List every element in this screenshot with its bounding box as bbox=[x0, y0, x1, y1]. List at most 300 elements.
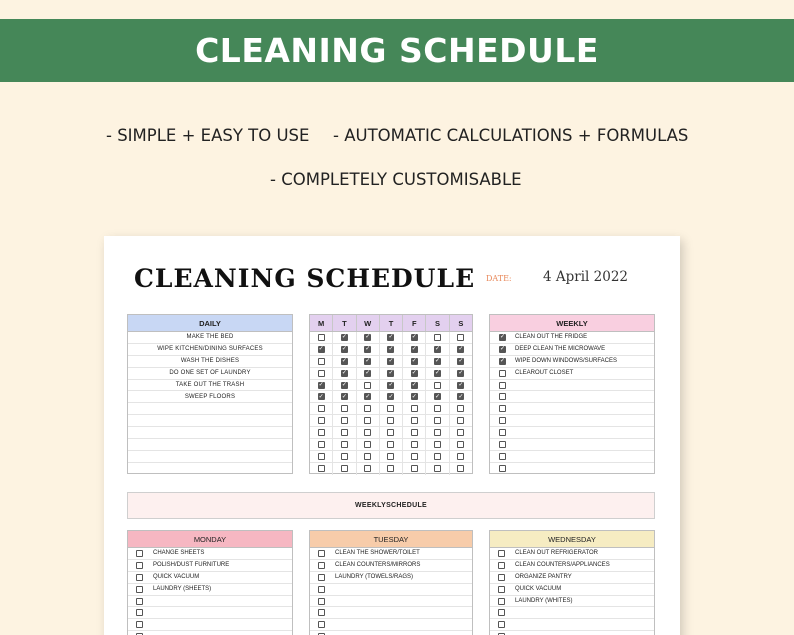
wed-task[interactable] bbox=[490, 631, 654, 635]
weekday-header: S bbox=[458, 318, 464, 328]
check-icon: ✓ bbox=[365, 358, 371, 365]
grid-cell bbox=[380, 439, 403, 450]
weekday-header: S bbox=[426, 315, 449, 331]
checkbox[interactable] bbox=[411, 453, 418, 460]
checkbox[interactable] bbox=[411, 393, 418, 400]
grid-cell bbox=[426, 380, 449, 391]
date-label: DATE: bbox=[486, 274, 512, 283]
daily-item[interactable] bbox=[128, 391, 292, 403]
weekly-item[interactable] bbox=[490, 427, 654, 439]
grid-cell bbox=[310, 391, 333, 402]
tue-task[interactable] bbox=[310, 560, 472, 572]
checkbox[interactable] bbox=[499, 429, 506, 436]
grid-row bbox=[310, 380, 472, 392]
grid-row bbox=[310, 451, 472, 463]
checkbox[interactable] bbox=[136, 562, 143, 569]
grid-cell bbox=[403, 403, 426, 414]
check-icon: ✓ bbox=[341, 346, 347, 353]
weekday-header: M bbox=[310, 315, 333, 331]
grid-row bbox=[310, 356, 472, 368]
tue-task[interactable] bbox=[310, 584, 472, 596]
checkbox[interactable] bbox=[499, 382, 506, 389]
weekly-item[interactable] bbox=[490, 439, 654, 451]
check-icon: ✓ bbox=[318, 382, 324, 388]
checkbox[interactable] bbox=[318, 370, 325, 377]
grid-row bbox=[310, 415, 472, 427]
grid-cell bbox=[450, 344, 472, 355]
tue-task[interactable] bbox=[310, 619, 472, 631]
checkbox[interactable] bbox=[364, 405, 371, 412]
task-label: CLEAN COUNTERS/MIRRORS bbox=[335, 562, 421, 569]
checkbox[interactable] bbox=[498, 598, 505, 605]
check-icon: ✓ bbox=[435, 358, 441, 365]
grid-cell bbox=[333, 368, 356, 379]
checkbox[interactable] bbox=[499, 465, 506, 472]
daily-item[interactable] bbox=[128, 344, 292, 356]
checkbox[interactable] bbox=[457, 417, 464, 424]
checkbox[interactable] bbox=[136, 550, 143, 557]
checkbox[interactable] bbox=[387, 453, 394, 460]
checkbox[interactable] bbox=[318, 621, 325, 628]
checkbox[interactable] bbox=[364, 441, 371, 448]
grid-cell bbox=[357, 356, 380, 367]
checkbox[interactable] bbox=[341, 370, 348, 377]
checkbox[interactable] bbox=[411, 405, 418, 412]
checkbox[interactable] bbox=[136, 586, 143, 593]
checkbox[interactable] bbox=[364, 382, 371, 389]
checkbox[interactable] bbox=[434, 465, 441, 472]
checkbox[interactable] bbox=[434, 382, 441, 389]
check-icon: ✓ bbox=[435, 393, 441, 400]
weekly-item[interactable] bbox=[490, 380, 654, 392]
checkbox[interactable] bbox=[136, 609, 143, 616]
checkbox[interactable] bbox=[341, 441, 348, 448]
grid-cell bbox=[357, 332, 380, 343]
tue-task[interactable] bbox=[310, 572, 472, 584]
wed-task[interactable] bbox=[490, 607, 654, 619]
checkbox[interactable] bbox=[387, 370, 394, 377]
checkbox[interactable] bbox=[387, 346, 394, 353]
check-icon: ✓ bbox=[365, 393, 371, 400]
wed-task[interactable] bbox=[490, 584, 654, 596]
checkbox[interactable] bbox=[457, 393, 464, 400]
grid-cell bbox=[333, 391, 356, 402]
checkbox[interactable] bbox=[341, 453, 348, 460]
wednesday-list bbox=[489, 530, 655, 635]
checkbox[interactable] bbox=[387, 382, 394, 389]
grid-row bbox=[310, 368, 472, 380]
check-icon: ✓ bbox=[388, 370, 394, 377]
check-icon: ✓ bbox=[388, 358, 394, 365]
checkbox[interactable] bbox=[318, 562, 325, 569]
checkbox[interactable] bbox=[457, 465, 464, 472]
checkbox[interactable] bbox=[318, 453, 325, 460]
banner-title: CLEANING SCHEDULE bbox=[195, 31, 599, 70]
checkbox[interactable] bbox=[411, 465, 418, 472]
checkbox[interactable] bbox=[434, 429, 441, 436]
checkbox[interactable] bbox=[341, 334, 348, 341]
feature-calculations: - AUTOMATIC CALCULATIONS + FORMULAS bbox=[333, 126, 689, 145]
daily-item[interactable] bbox=[128, 463, 292, 475]
checkbox[interactable] bbox=[318, 382, 325, 389]
daily-list bbox=[127, 314, 293, 474]
checkbox[interactable] bbox=[457, 429, 464, 436]
grid-cell bbox=[380, 356, 403, 367]
checkbox[interactable] bbox=[498, 609, 505, 616]
checkbox[interactable] bbox=[457, 370, 464, 377]
checkbox[interactable] bbox=[364, 393, 371, 400]
grid-cell bbox=[426, 415, 449, 426]
grid-cell bbox=[403, 391, 426, 402]
grid-cell bbox=[450, 356, 472, 367]
check-icon: ✓ bbox=[411, 382, 417, 388]
grid-cell bbox=[357, 368, 380, 379]
task-label: CLEAN COUNTERS/APPLIANCES bbox=[515, 562, 610, 569]
grid-cell bbox=[333, 380, 356, 391]
date-value[interactable]: 4 April 2022 bbox=[543, 269, 629, 285]
checkbox[interactable] bbox=[136, 574, 143, 581]
check-icon: ✓ bbox=[388, 334, 394, 341]
checkbox[interactable] bbox=[387, 465, 394, 472]
grid-cell bbox=[403, 356, 426, 367]
checkbox[interactable] bbox=[387, 334, 394, 341]
check-icon: ✓ bbox=[435, 346, 441, 353]
daily-item-label: DO ONE SET OF LAUNDRY bbox=[169, 370, 251, 377]
grid-cell bbox=[310, 463, 333, 475]
checkbox[interactable] bbox=[498, 586, 505, 593]
checkbox[interactable] bbox=[499, 393, 506, 400]
weekly-item[interactable] bbox=[490, 391, 654, 403]
checkbox[interactable] bbox=[341, 382, 348, 389]
grid-cell bbox=[333, 427, 356, 438]
mon-task[interactable] bbox=[128, 607, 292, 619]
checkbox[interactable] bbox=[499, 334, 506, 341]
daily-item-label: TAKE OUT THE TRASH bbox=[175, 382, 245, 388]
grid-cell bbox=[403, 463, 426, 475]
task-label: LAUNDRY (SHEETS) bbox=[153, 586, 212, 593]
checkbox[interactable] bbox=[364, 370, 371, 377]
check-icon: ✓ bbox=[458, 370, 464, 377]
weekday-header-row bbox=[310, 315, 472, 332]
daily-item[interactable] bbox=[128, 415, 292, 427]
weekly-header: WEEKLY bbox=[490, 315, 654, 332]
grid-cell bbox=[357, 344, 380, 355]
task-label: CLEAN THE SHOWER/TOILET bbox=[335, 550, 420, 557]
daily-item-label: WASH THE DISHES bbox=[180, 358, 240, 365]
grid-cell bbox=[333, 451, 356, 462]
weekly-item-label: CLEAN OUT THE FRIDGE bbox=[515, 334, 588, 341]
checkbox[interactable] bbox=[434, 405, 441, 412]
grid-row bbox=[310, 344, 472, 356]
weekly-item[interactable] bbox=[490, 332, 654, 344]
checkbox[interactable] bbox=[499, 370, 506, 377]
checkbox[interactable] bbox=[434, 358, 441, 365]
checkbox[interactable] bbox=[364, 334, 371, 341]
wed-task[interactable] bbox=[490, 548, 654, 560]
grid-cell bbox=[310, 368, 333, 379]
checkbox[interactable] bbox=[318, 346, 325, 353]
checkbox[interactable] bbox=[498, 621, 505, 628]
checkbox[interactable] bbox=[318, 550, 325, 557]
checkbox[interactable] bbox=[457, 334, 464, 341]
weekday-header: W bbox=[357, 315, 380, 331]
check-icon: ✓ bbox=[458, 346, 464, 353]
grid-row bbox=[310, 427, 472, 439]
checkbox[interactable] bbox=[341, 405, 348, 412]
grid-cell bbox=[357, 380, 380, 391]
wed-task[interactable] bbox=[490, 596, 654, 608]
checkbox[interactable] bbox=[318, 358, 325, 365]
wed-task[interactable] bbox=[490, 560, 654, 572]
task-label: QUICK VACUUM bbox=[515, 586, 562, 593]
mon-task[interactable] bbox=[128, 596, 292, 608]
check-icon: ✓ bbox=[499, 334, 506, 341]
mon-task[interactable] bbox=[128, 584, 292, 596]
daily-item-label: MAKE THE BED bbox=[186, 334, 234, 341]
check-icon: ✓ bbox=[341, 370, 347, 377]
grid-row bbox=[310, 439, 472, 451]
grid-cell bbox=[357, 403, 380, 414]
grid-cell bbox=[450, 332, 472, 343]
check-icon: ✓ bbox=[458, 358, 464, 365]
checkbox[interactable] bbox=[499, 405, 506, 412]
checkbox[interactable] bbox=[498, 574, 505, 581]
checkbox[interactable] bbox=[434, 393, 441, 400]
weekday-header: T bbox=[380, 315, 403, 331]
checkbox[interactable] bbox=[364, 465, 371, 472]
checkbox[interactable] bbox=[318, 334, 325, 341]
mon-task[interactable] bbox=[128, 619, 292, 631]
grid-cell bbox=[333, 403, 356, 414]
checkbox[interactable] bbox=[434, 453, 441, 460]
grid-cell bbox=[357, 439, 380, 450]
grid-cell bbox=[426, 344, 449, 355]
checkbox[interactable] bbox=[457, 382, 464, 389]
grid-cell bbox=[357, 451, 380, 462]
grid-cell bbox=[357, 391, 380, 402]
daily-item[interactable] bbox=[128, 368, 292, 380]
grid-cell bbox=[310, 356, 333, 367]
checkbox[interactable] bbox=[387, 441, 394, 448]
check-icon: ✓ bbox=[365, 346, 371, 353]
weekly-list bbox=[489, 314, 655, 474]
schedule-sheet bbox=[104, 236, 680, 635]
mon-task[interactable] bbox=[128, 631, 292, 635]
grid-cell bbox=[380, 415, 403, 426]
grid-cell bbox=[310, 451, 333, 462]
checkbox[interactable] bbox=[457, 441, 464, 448]
checkbox[interactable] bbox=[498, 562, 505, 569]
check-icon: ✓ bbox=[365, 334, 371, 341]
checkbox[interactable] bbox=[341, 429, 348, 436]
grid-cell bbox=[380, 463, 403, 475]
check-icon: ✓ bbox=[388, 382, 394, 388]
checkbox[interactable] bbox=[457, 358, 464, 365]
checkbox[interactable] bbox=[341, 358, 348, 365]
daily-item[interactable] bbox=[128, 427, 292, 439]
checkbox[interactable] bbox=[434, 346, 441, 353]
grid-cell bbox=[333, 439, 356, 450]
checkbox[interactable] bbox=[364, 358, 371, 365]
checkbox[interactable] bbox=[387, 429, 394, 436]
tue-task[interactable] bbox=[310, 607, 472, 619]
wed-task[interactable] bbox=[490, 572, 654, 584]
checkbox[interactable] bbox=[364, 417, 371, 424]
weekly-item[interactable] bbox=[490, 463, 654, 475]
grid-cell bbox=[450, 451, 472, 462]
tue-task[interactable] bbox=[310, 548, 472, 560]
tue-task[interactable] bbox=[310, 596, 472, 608]
grid-cell bbox=[450, 427, 472, 438]
weekly-item[interactable] bbox=[490, 403, 654, 415]
grid-cell bbox=[403, 451, 426, 462]
checkbox[interactable] bbox=[318, 393, 325, 400]
checkbox[interactable] bbox=[341, 393, 348, 400]
checkbox[interactable] bbox=[434, 441, 441, 448]
checkbox[interactable] bbox=[136, 598, 143, 605]
checkbox[interactable] bbox=[498, 550, 505, 557]
grid-row bbox=[310, 463, 472, 475]
checkbox[interactable] bbox=[387, 405, 394, 412]
weekly-item[interactable] bbox=[490, 344, 654, 356]
grid-cell bbox=[310, 415, 333, 426]
daily-item[interactable] bbox=[128, 356, 292, 368]
checkbox[interactable] bbox=[136, 621, 143, 628]
checkbox[interactable] bbox=[499, 358, 506, 365]
grid-cell bbox=[450, 391, 472, 402]
checkbox[interactable] bbox=[434, 334, 441, 341]
grid-cell bbox=[403, 380, 426, 391]
checkbox[interactable] bbox=[318, 441, 325, 448]
weekly-schedule-banner: WEEKLYSCHEDULE bbox=[127, 492, 655, 519]
daily-item[interactable] bbox=[128, 403, 292, 415]
checkbox[interactable] bbox=[318, 429, 325, 436]
grid-cell bbox=[310, 427, 333, 438]
weekly-item-label: CLEAROUT CLOSET bbox=[515, 370, 574, 377]
checkbox[interactable] bbox=[318, 598, 325, 605]
checkbox[interactable] bbox=[411, 346, 418, 353]
checkbox[interactable] bbox=[499, 346, 506, 353]
daily-item-label: WIPE KITCHEN/DINING SURFACES bbox=[157, 346, 263, 353]
checkbox[interactable] bbox=[411, 382, 418, 389]
grid-cell bbox=[333, 356, 356, 367]
checkbox[interactable] bbox=[499, 417, 506, 424]
check-icon: ✓ bbox=[341, 358, 347, 365]
grid-cell bbox=[426, 332, 449, 343]
checkbox[interactable] bbox=[364, 453, 371, 460]
checkbox[interactable] bbox=[318, 574, 325, 581]
grid-cell bbox=[380, 344, 403, 355]
weekly-item[interactable] bbox=[490, 368, 654, 380]
sheet-title: CLEANING SCHEDULE bbox=[134, 264, 476, 293]
grid-cell bbox=[426, 368, 449, 379]
checkbox[interactable] bbox=[434, 370, 441, 377]
check-icon: ✓ bbox=[365, 370, 371, 377]
checkbox[interactable] bbox=[341, 417, 348, 424]
feature-customisable: - COMPLETELY CUSTOMISABLE bbox=[270, 170, 522, 189]
grid-cell bbox=[357, 427, 380, 438]
checkbox[interactable] bbox=[411, 334, 418, 341]
checkbox[interactable] bbox=[341, 465, 348, 472]
grid-cell bbox=[380, 368, 403, 379]
check-icon: ✓ bbox=[458, 382, 464, 388]
grid-cell bbox=[450, 463, 472, 475]
grid-cell bbox=[333, 463, 356, 475]
check-icon: ✓ bbox=[388, 346, 394, 353]
mon-task[interactable] bbox=[128, 548, 292, 560]
grid-cell bbox=[380, 427, 403, 438]
mon-task[interactable] bbox=[128, 560, 292, 572]
checkbox[interactable] bbox=[318, 586, 325, 593]
daily-item[interactable] bbox=[128, 380, 292, 392]
grid-cell bbox=[450, 439, 472, 450]
checkbox[interactable] bbox=[341, 346, 348, 353]
check-icon: ✓ bbox=[411, 393, 417, 400]
wednesday-header: WEDNESDAY bbox=[490, 531, 654, 548]
checkbox[interactable] bbox=[411, 417, 418, 424]
grid-cell bbox=[450, 403, 472, 414]
weekly-item[interactable] bbox=[490, 451, 654, 463]
checkbox[interactable] bbox=[364, 346, 371, 353]
checkbox[interactable] bbox=[499, 453, 506, 460]
wed-task[interactable] bbox=[490, 619, 654, 631]
tue-task[interactable] bbox=[310, 631, 472, 635]
grid-row bbox=[310, 403, 472, 415]
checkbox[interactable] bbox=[387, 417, 394, 424]
monday-list bbox=[127, 530, 293, 635]
grid-cell bbox=[450, 380, 472, 391]
daily-item[interactable] bbox=[128, 332, 292, 344]
grid-row bbox=[310, 391, 472, 403]
checkbox[interactable] bbox=[411, 370, 418, 377]
checkbox[interactable] bbox=[318, 609, 325, 616]
weekly-item[interactable] bbox=[490, 415, 654, 427]
checkbox[interactable] bbox=[411, 429, 418, 436]
checkbox[interactable] bbox=[457, 453, 464, 460]
checkbox[interactable] bbox=[411, 441, 418, 448]
grid-cell bbox=[426, 463, 449, 475]
grid-cell bbox=[426, 451, 449, 462]
checkbox[interactable] bbox=[318, 465, 325, 472]
checkbox[interactable] bbox=[318, 405, 325, 412]
checkbox[interactable] bbox=[457, 405, 464, 412]
check-icon: ✓ bbox=[318, 393, 324, 400]
check-icon: ✓ bbox=[411, 358, 417, 365]
checkbox[interactable] bbox=[499, 441, 506, 448]
checkbox[interactable] bbox=[318, 417, 325, 424]
daily-item[interactable] bbox=[128, 439, 292, 451]
grid-cell bbox=[310, 344, 333, 355]
check-icon: ✓ bbox=[318, 346, 324, 353]
check-icon: ✓ bbox=[341, 334, 347, 341]
check-icon: ✓ bbox=[411, 370, 417, 377]
mon-task[interactable] bbox=[128, 572, 292, 584]
tuesday-header: TUESDAY bbox=[310, 531, 472, 548]
checkbox[interactable] bbox=[411, 358, 418, 365]
grid-cell bbox=[450, 415, 472, 426]
weekly-item[interactable] bbox=[490, 356, 654, 368]
checkbox[interactable] bbox=[434, 417, 441, 424]
check-icon: ✓ bbox=[341, 393, 347, 400]
grid-cell bbox=[403, 415, 426, 426]
checkbox[interactable] bbox=[364, 429, 371, 436]
checkbox[interactable] bbox=[387, 358, 394, 365]
checkbox[interactable] bbox=[387, 393, 394, 400]
grid-row bbox=[310, 332, 472, 344]
daily-item[interactable] bbox=[128, 451, 292, 463]
grid-cell bbox=[380, 332, 403, 343]
checkbox[interactable] bbox=[457, 346, 464, 353]
